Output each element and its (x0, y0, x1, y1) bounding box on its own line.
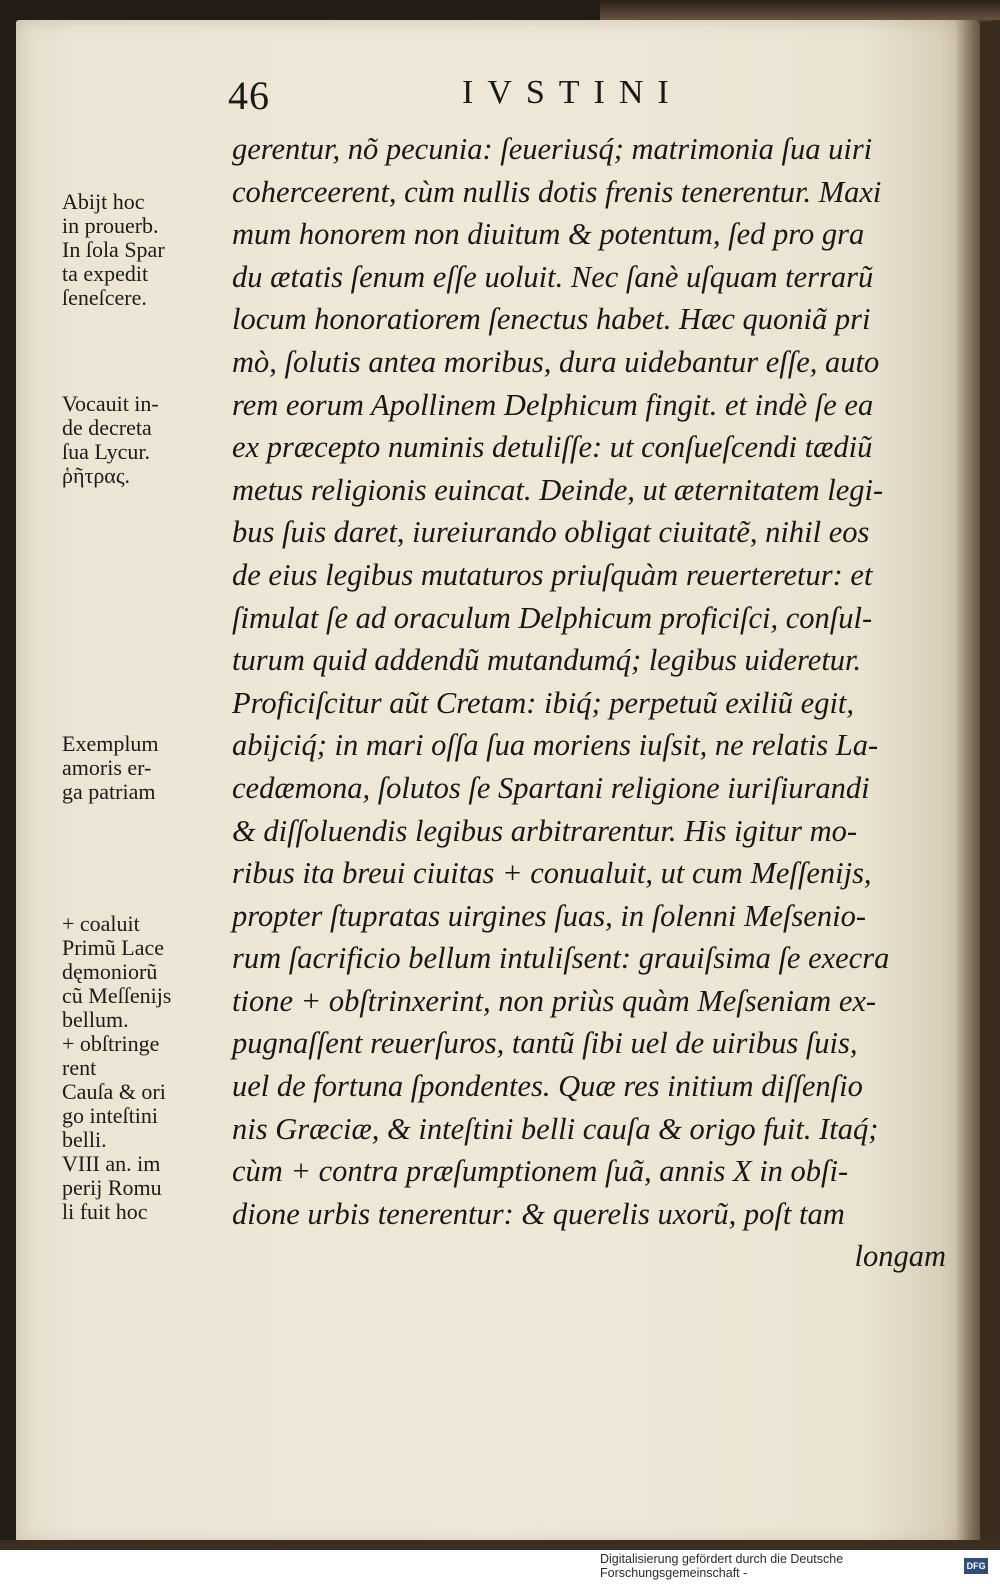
main-text-block (232, 128, 952, 1278)
text-line: bus ſuis daret, iureiurando obligat ciuitatẽ, nihil eos (232, 515, 870, 550)
margin-note-line: bellum. (62, 1007, 129, 1032)
text-line: uel de fortuna ſpondentes. Quæ res initium diſſenſio (232, 1069, 863, 1104)
margin-note-line: ga patriam (62, 779, 156, 804)
book-spine-shadow (955, 20, 1000, 1544)
margin-note-line: Exemplum (62, 731, 159, 756)
margin-note-line: cũ Meſſenijs (62, 983, 172, 1008)
text-line: cùm + contra præſumptionem ſuã, annis X in obſi- (232, 1154, 849, 1189)
margin-note-bellum (62, 912, 232, 1224)
margin-note-proverb (62, 190, 232, 310)
margin-note-exemplum (62, 732, 232, 804)
text-line: & diſſoluendis legibus arbitrarentur. His igitur mo- (232, 813, 857, 848)
margin-note-line: belli. (62, 1127, 107, 1152)
margin-note-line: VIII an. im (62, 1151, 161, 1176)
text-line: coherceerent, cùm nullis dotis frenis tenerentur. Maxi (232, 174, 882, 209)
text-line: de eius legibus mutaturos priuſquàm reuerteretur: et (232, 557, 873, 592)
text-line: mò, ſolutis antea moribus, dura uidebantur eſſe, auto (232, 344, 880, 379)
catchword: longam (854, 1239, 946, 1274)
margin-note-line: de decreta (62, 415, 152, 440)
text-line: mum honorem non diuitum & potentum, ſed pro gra (232, 217, 865, 252)
margin-note-decreta (62, 392, 232, 488)
margin-note-line: ſua Lycur. (62, 439, 150, 464)
dfg-logo-icon: DFG (964, 1558, 988, 1574)
footer-credit (600, 1552, 992, 1580)
margin-note-line: ta expedit (62, 261, 149, 286)
margin-note-line: Cauſa & ori (62, 1079, 166, 1104)
text-line: gerentur, nõ pecunia: ſeueriusq́; matrimonia ſua uiri (232, 132, 873, 166)
text-line: nis Græciæ, & inteſtini belli cauſa & origo fuit. Itaq́; (232, 1111, 879, 1146)
text-line: pugnaſſent reuerſuros, tantũ ſibi uel de uiribus ſuis, (232, 1026, 858, 1061)
text-line: Proficiſcitur aũt Cretam: ibiq́; perpetuũ exiliũ egit, (232, 685, 855, 720)
margin-note-line: li fuit hoc (62, 1199, 148, 1224)
text-line: propter ſtupratas uirgines ſuas, in ſolenni Meſsenio- (232, 898, 866, 933)
margin-note-line: perij Romu (62, 1175, 162, 1200)
margin-note-line: rent (62, 1055, 97, 1080)
margin-note-line: ῥῆτρας. (62, 463, 131, 488)
text-line: metus religionis euincat. Deinde, ut æternitatem legi- (232, 472, 884, 507)
margin-note-line: Primũ Lace (62, 935, 165, 960)
running-head: IVSTINI (462, 74, 683, 111)
text-line: dione urbis tenerentur: & querelis uxorũ, poſt tam (232, 1196, 845, 1231)
text-line: du ætatis ſenum eſſe uoluit. Nec ſanè uſquam terrarũ (232, 259, 874, 294)
footer-credit-text: Digitalisierung gefördert durch die Deutsche Forschungsgemeinschaft - (600, 1552, 844, 1580)
text-line: cedæmona, ſolutos ſe Spartani religione iuriſiurandi (232, 770, 870, 805)
margin-note-line: amoris er- (62, 755, 152, 780)
text-line: abijciq́; in mari oſſa ſua moriens iuſsit, ne relatis La- (232, 728, 879, 763)
margin-note-line: Vocauit in- (62, 391, 159, 416)
text-line: ſimulat ſe ad oraculum Delphicum proficiſci, conſul- (232, 600, 873, 635)
book-top-edge (600, 0, 1000, 22)
page-number: 46 (228, 73, 270, 118)
text-line: rum ſacrificio bellum intuliſsent: grauiſsima ſe execra (232, 941, 890, 976)
text-line: ribus ita breui ciuitas + conualuit, ut cum Meſſenijs, (232, 856, 872, 891)
margin-note-line: dęmoniorũ (62, 959, 158, 984)
text-line: turum quid addendũ mutandumq́; legibus uideretur. (232, 643, 862, 678)
margin-note-line: In ſola Spar (62, 237, 165, 262)
text-line: ex præcepto numinis detuliſſe: ut conſueſcendi tædiũ (232, 430, 873, 465)
margin-note-line: + coaluit (62, 911, 140, 936)
margin-note-line: ſeneſcere. (62, 285, 147, 310)
margin-note-line: go inteſtini (62, 1103, 158, 1128)
book-bottom-edge (0, 1540, 1000, 1550)
margin-note-line: + obſtringe (62, 1031, 160, 1056)
text-line: locum honoratiorem ſenectus habet. Hæc quoniã pri (232, 302, 871, 337)
text-line: rem eorum Apollinem Delphicum fingit. et indè ſe ea (232, 387, 874, 422)
text-line: tione + obſtrinxerint, non priùs quàm Meſseniam ex- (232, 983, 877, 1018)
margin-note-line: in prouerb. (62, 213, 159, 238)
margin-note-line: Abijt hoc (62, 189, 145, 214)
